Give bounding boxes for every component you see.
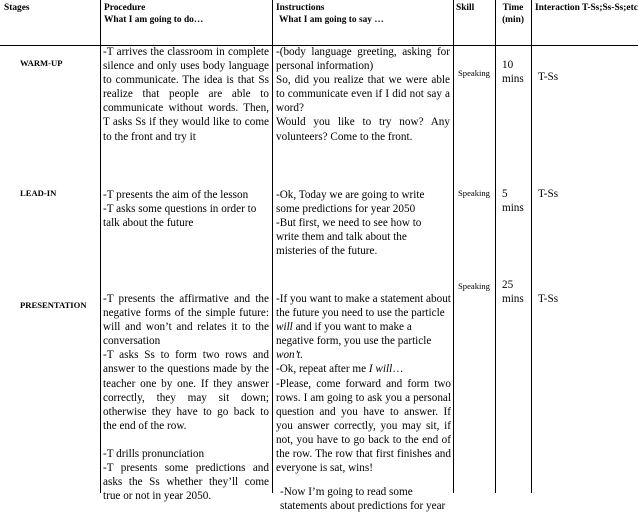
table-border-col-procedure <box>272 0 273 493</box>
text-run: -Ok, repeat after me <box>276 363 369 376</box>
header-time: Time (min) <box>502 3 524 25</box>
procedure-warm-up <box>103 45 269 144</box>
paragraph-gap <box>276 475 451 485</box>
procedure-lead-in-line-2: -T asks some questions in order to talk about the future <box>103 203 257 230</box>
instructions-warm-up-line-1: -(body language greeting, asking for personal information) <box>276 46 450 73</box>
text-run: and if you want to make a negative form, you use the particle <box>276 321 432 348</box>
procedure-warm-up-text: -T arrives the classroom in complete silence and only uses body language to communicate. The idea is that Ss realize that people are able to communicate without words. Then, T asks Ss if they would like to come to the front and try it <box>103 46 269 143</box>
instructions-presentation-para-3: -Please, come forward and form two rows. I am going to ask you a personal question and you have to answer. If you answer correctly, you may sit, if not, you have to go back to the end of the row. The row that first finishes and everyone is sat, wins! <box>276 377 451 475</box>
header-stages: Stages <box>4 3 30 13</box>
header-interaction: Interaction T-Ss;Ss-Ss;etc <box>535 3 638 13</box>
stage-presentation: PRESENTATION <box>20 300 87 310</box>
instructions-presentation-para-2 <box>276 362 451 376</box>
time-lead-in: 5 mins <box>502 188 524 215</box>
header-instructions-sub: What I am going to say … <box>279 14 384 25</box>
interaction-warm-up: T-Ss <box>538 71 559 83</box>
procedure-lead-in-line-1: -T presents the aim of the lesson <box>103 189 249 201</box>
skill-presentation: Speaking <box>458 281 490 291</box>
header-procedure-sub: What I am going to do… <box>104 14 204 25</box>
instructions-lead-in-line-2: -But first, we need to see how to write them and talk about the misteries of the future. <box>276 217 422 258</box>
table-border-col-time <box>531 0 532 493</box>
interaction-lead-in: T-Ss <box>538 188 559 200</box>
procedure-presentation-para-3: -T drills pronunciation <box>103 447 205 460</box>
instructions-lead-in-line-1: -Ok, Today we are going to write some predictions for year 2050 <box>276 189 425 216</box>
instructions-warm-up-line-2: So, did you realize that we were able to communicate even if I did not say a word? <box>276 74 450 115</box>
text-run-italic: will <box>276 321 293 334</box>
time-warm-up: 10 mins <box>502 59 524 86</box>
header-skill: Skill <box>456 3 475 13</box>
text-run-italic: won’t. <box>276 349 304 362</box>
instructions-lead-in <box>276 188 446 258</box>
interaction-presentation: T-Ss <box>538 293 559 305</box>
time-presentation: 25 mins <box>502 279 524 306</box>
header-instructions <box>276 3 384 26</box>
header-instructions-title: Instructions <box>276 3 325 13</box>
table-border-col-instructions <box>453 0 454 493</box>
header-procedure <box>104 3 203 26</box>
text-run-italic: I will <box>368 363 393 376</box>
header-procedure-title: Procedure <box>104 3 146 13</box>
instructions-presentation-para-1 <box>276 292 451 362</box>
table-border-col-stage <box>100 0 101 493</box>
text-run: … <box>392 363 404 376</box>
instructions-warm-up-line-3: Would you like to try now? Any volunteers? Come to the front. <box>276 116 450 143</box>
table-border-col-skill <box>495 0 496 493</box>
procedure-presentation-para-4: -T presents some predictions and asks the Ss whether they’ll come true or not in year 2050. <box>103 462 269 503</box>
stage-warm-up: WARM-UP <box>20 58 63 68</box>
instructions-presentation-para-4: -Now I’m going to read some statements about predictions for year <box>280 486 446 513</box>
stage-lead-in: LEAD-IN <box>20 188 57 198</box>
procedure-presentation-para-1: -T presents the affirmative and the negative forms of the simple future: will and won’t and relates it to the conversation <box>103 293 269 348</box>
instructions-warm-up <box>276 45 450 144</box>
paragraph-gap <box>103 433 269 447</box>
procedure-lead-in <box>103 188 269 230</box>
text-run: -If you want to make a statement about the future you need to use the particle <box>276 293 451 320</box>
skill-warm-up: Speaking <box>458 68 490 78</box>
skill-lead-in: Speaking <box>458 188 490 198</box>
procedure-presentation-para-2: -T asks Ss to form two rows and answer to the questions made by the teacher one by one. If they answer correctly, they may sit down; otherwise they have to go back to the end of the row. <box>103 349 269 432</box>
procedure-presentation <box>103 292 269 503</box>
instructions-presentation <box>276 292 451 513</box>
